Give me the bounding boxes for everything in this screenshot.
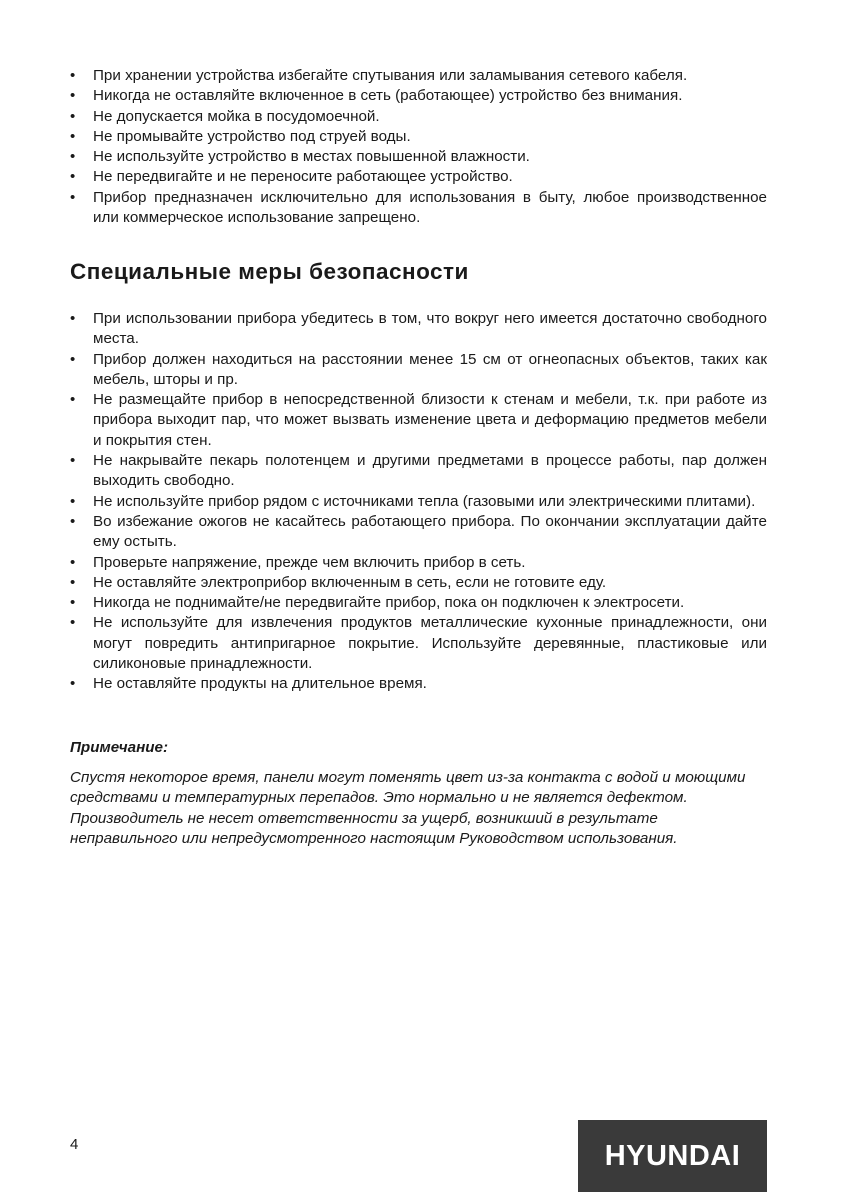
list-item: • Не используйте для извлечения продуктов металлические кухонные принадлежности, они могут повредить антипригарное покрытие. Используйте деревянные, пластиковые или силиконовые принадлежности. [70,613,767,674]
section-title: Специальные меры безопасности [70,259,469,284]
brand-logo: HYUNDAI [578,1120,767,1192]
list-item: • Прибор предназначен исключительно для использования в быту, любое производственное или коммерческое использование запрещено. [70,188,767,229]
precautions-list [70,66,767,228]
list-item: • Не промывайте устройство под струей воды. [70,127,767,147]
list-item: • Не используйте устройство в местах повышенной влажности. [70,147,767,167]
note-text: Спустя некоторое время, панели могут поменять цвет из-за контакта с водой и моющими средствами и температурных перепадов. Это нормально и не является дефектом. Производитель не несет ответственности за ущерб, возникший в результате неправильного или непредусмотренного настоящим Руководством использования. [70,769,746,848]
list-item: • Не оставляйте продукты на длительное время. [70,674,767,694]
list-item: • Не размещайте прибор в непосредственной близости к стенам и мебели, т.к. при работе из прибора выходит пар, что может вызвать изменение цвета и деформацию предметов мебели и покрытия стен. [70,390,767,451]
list-item: • При использовании прибора убедитесь в том, что вокруг него имеется достаточно свободного места. [70,309,767,350]
list-item: • Прибор должен находиться на расстоянии менее 15 см от огнеопасных объектов, таких как мебель, шторы и пр. [70,350,767,391]
list-item: • Никогда не поднимайте/не передвигайте прибор, пока он подключен к электросети. [70,593,767,613]
list-item: • Не используйте прибор рядом с источниками тепла (газовыми или электрическими плитами). [70,492,767,512]
list-item: • Не передвигайте и не переносите работающее устройство. [70,167,767,187]
list-item: • Проверьте напряжение, прежде чем включить прибор в сеть. [70,553,767,573]
list-item: • Никогда не оставляйте включенное в сеть (работающее) устройство без внимания. [70,86,767,106]
list-item: • Не накрывайте пекарь полотенцем и другими предметами в процессе работы, пар должен выходить свободно. [70,451,767,492]
list-item: • Не оставляйте электроприбор включенным в сеть, если не готовите еду. [70,573,767,593]
note-heading: Примечание: [70,739,169,756]
list-item: • Не допускается мойка в посудомоечной. [70,107,767,127]
list-item: • Во избежание ожогов не касайтесь работающего прибора. По окончании эксплуатации дайте ему остыть. [70,512,767,553]
page-number: 4 [70,1136,79,1153]
special-safety-list [70,309,767,695]
list-item: • При хранении устройства избегайте спутывания или заламывания сетевого кабеля. [70,66,767,86]
